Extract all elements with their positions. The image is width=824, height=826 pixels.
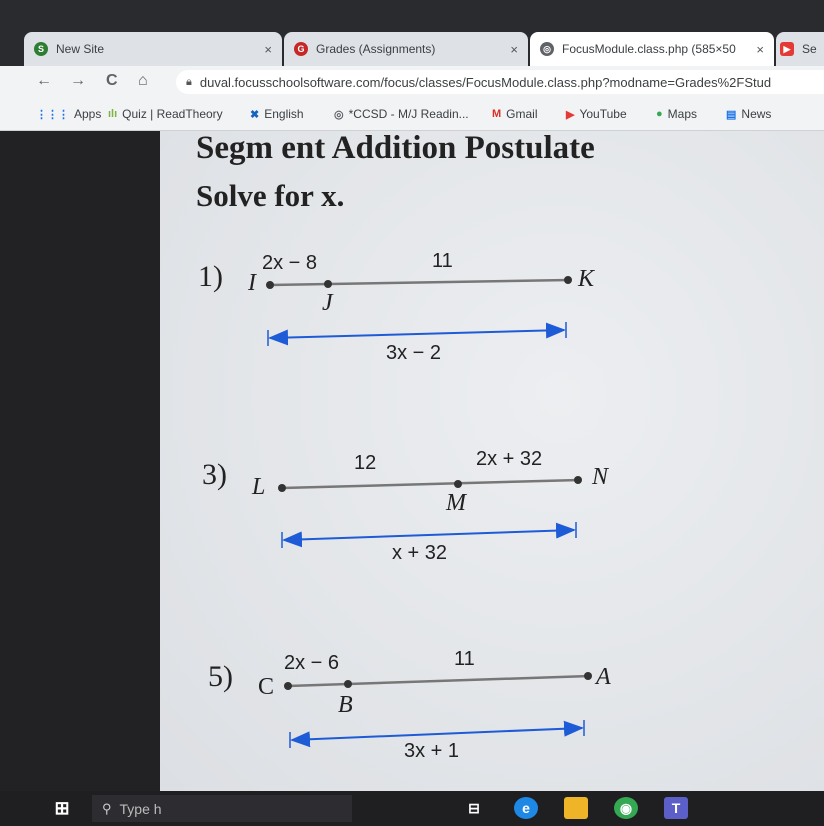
windows-taskbar xyxy=(0,791,824,826)
taskbar-search-box[interactable] xyxy=(92,795,352,822)
segment-cba xyxy=(284,672,592,690)
total-length-arrow xyxy=(290,720,584,748)
problem-number: 5) xyxy=(208,660,233,693)
grades-icon: G xyxy=(294,42,308,56)
gmail-icon: M xyxy=(492,108,502,120)
bookmark-label: English xyxy=(264,107,304,121)
reload-icon[interactable]: C xyxy=(106,72,118,89)
url-text: duval.focusschoolsoftware.com/focus/classes/FocusModule.class.php?modname=Grades%2FStud xyxy=(199,74,772,90)
maps-icon: ● xyxy=(656,108,663,120)
tab-title: New Site xyxy=(56,42,105,56)
windows-start-icon[interactable]: ⊞ xyxy=(54,797,70,818)
bookmark-label: Apps xyxy=(74,107,102,121)
file-explorer-icon[interactable] xyxy=(564,797,588,819)
point-label: I xyxy=(248,270,256,296)
segment-expression: 2x + 32 xyxy=(476,448,543,470)
segment-expression: 12 xyxy=(354,452,377,474)
worksheet-instruction: Solve for x. xyxy=(196,178,345,213)
segment-expression: 2x − 6 xyxy=(284,652,340,674)
point-label: B xyxy=(338,692,353,718)
segment-expression: 3x − 2 xyxy=(386,342,442,364)
search-placeholder: Type h xyxy=(119,800,162,817)
teams-icon[interactable]: T xyxy=(664,797,688,819)
chrome-icon[interactable]: ◉ xyxy=(614,797,638,819)
segment-ijk xyxy=(266,276,572,289)
tab-title: FocusModule.class.php (585×50 xyxy=(562,42,736,56)
segment-lmn xyxy=(278,476,582,492)
segment-expression: x + 32 xyxy=(392,542,448,564)
home-icon[interactable]: ⌂ xyxy=(138,72,148,89)
back-icon[interactable]: ← xyxy=(36,72,52,89)
tab-title: Se xyxy=(802,42,817,56)
problem-number: 1) xyxy=(198,260,223,293)
forward-icon[interactable]: → xyxy=(70,72,86,89)
bookmark-label: *CCSD - M/J Readin... xyxy=(348,107,469,121)
search-icon: ⚲ xyxy=(102,800,112,816)
worksheet-title: Segm ent Addition Postulate xyxy=(196,130,595,166)
close-icon[interactable]: × xyxy=(264,41,272,57)
bookmark-label: Gmail xyxy=(506,107,538,121)
bar-chart-icon: ılı xyxy=(108,108,118,120)
lock-icon: 🔒︎ xyxy=(186,75,192,88)
youtube-icon: ▶ xyxy=(780,42,794,56)
close-icon[interactable]: × xyxy=(756,41,764,57)
task-view-icon[interactable]: ⊟ xyxy=(468,799,480,816)
youtube-icon: ▶ xyxy=(566,108,575,121)
point-label: N xyxy=(592,464,609,490)
total-length-arrow xyxy=(268,322,566,346)
point-label: L xyxy=(252,474,266,500)
segment-expression: 11 xyxy=(454,648,475,670)
apps-icon: ⋮⋮⋮ xyxy=(36,108,69,121)
point-label: A xyxy=(596,664,611,690)
point-label: J xyxy=(322,290,333,316)
news-icon: ▤ xyxy=(726,108,737,121)
edge-icon[interactable]: e xyxy=(514,797,538,819)
segment-expression: 11 xyxy=(432,250,453,272)
point-label: K xyxy=(578,266,595,292)
site-icon: S xyxy=(34,42,48,56)
point-label: M xyxy=(446,490,466,516)
bookmark-label: Maps xyxy=(667,107,697,121)
x-icon: ✖ xyxy=(250,108,260,121)
point-label: C xyxy=(258,674,275,700)
bookmark-label: YouTube xyxy=(579,107,627,121)
bookmark-label: News xyxy=(741,107,772,121)
segment-expression: 2x − 8 xyxy=(262,252,318,274)
segment-expression: 3x + 1 xyxy=(404,740,460,762)
total-length-arrow xyxy=(282,522,576,548)
globe-icon: ◎ xyxy=(540,42,554,56)
globe-icon: ◎ xyxy=(334,108,344,121)
tab-title: Grades (Assignments) xyxy=(316,42,436,56)
close-icon[interactable]: × xyxy=(510,41,518,57)
problem-number: 3) xyxy=(202,458,227,491)
bookmark-label: Quiz | ReadTheory xyxy=(122,107,223,121)
